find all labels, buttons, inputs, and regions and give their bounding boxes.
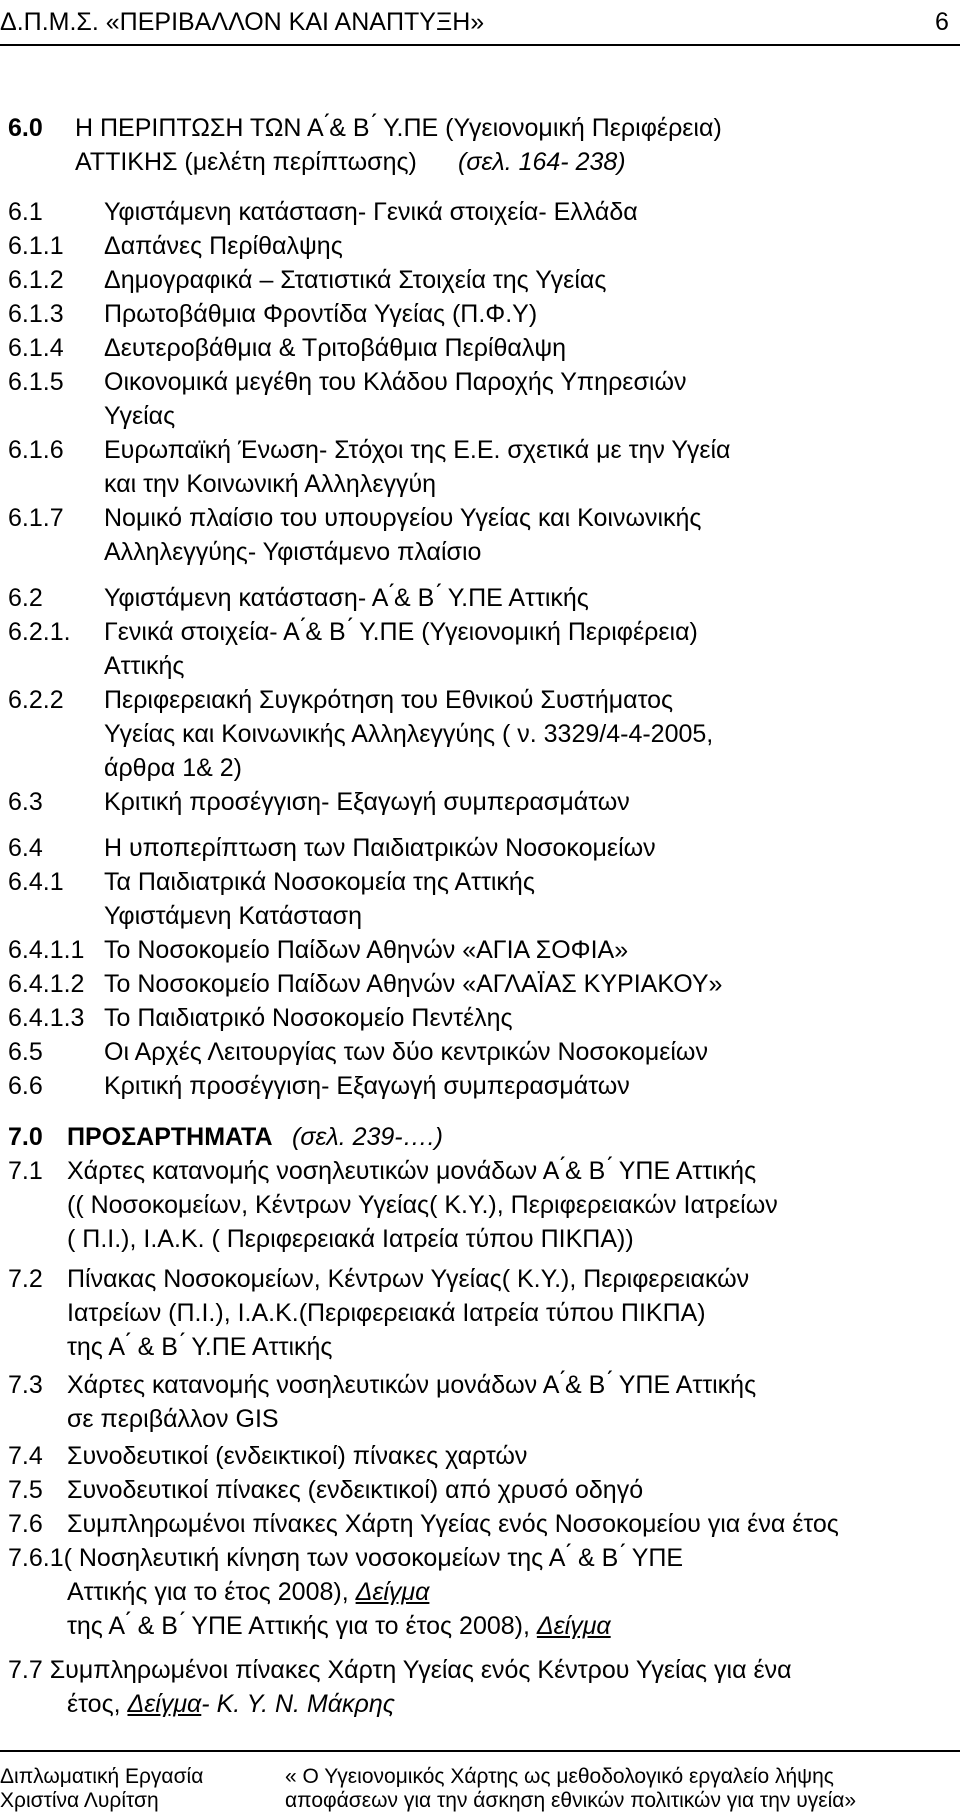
toc-item-title: Δημογραφικά – Στατιστικά Στοιχεία της Υγείας [104, 266, 607, 294]
appendix-item-title: Χάρτες κατανομής νοσηλευτικών μονάδων Α ́& Β ́ ΥΠΕ Αττικής [67, 1157, 757, 1185]
toc-item-title: Περιφερειακή Συγκρότηση του Εθνικού Συστήματος [104, 686, 674, 714]
toc-item-number: 6.1.7 [8, 504, 64, 532]
toc-item-title-cont: Υγείας και Κοινωνικής Αλληλεγγύης ( ν. 3329/4-4-2005, [104, 720, 714, 748]
header-rule [0, 44, 960, 46]
appendix-item-number: 7.6 [8, 1510, 43, 1538]
appendix-pages: (σελ. 239-….) [292, 1123, 443, 1151]
page-header [0, 8, 960, 42]
toc-item-title: Πρωτοβάθμια Φροντίδα Υγείας (Π.Φ.Υ) [104, 300, 538, 328]
appendix-item-title: Χάρτες κατανομής νοσηλευτικών μονάδων Α ́& Β ́ ΥΠΕ Αττικής [67, 1371, 757, 1399]
toc-item-title: Οι Αρχές Λειτουργίας των δύο κεντρικών Νοσοκομείων [104, 1038, 708, 1066]
toc-item-title: Η υποπερίπτωση των Παιδιατρικών Νοσοκομείων [104, 834, 656, 862]
toc-item-number: 6.2.1. [8, 618, 71, 646]
appendix-item-title-cont: σε περιβάλλον GIS [67, 1405, 279, 1433]
appendix-item-number: 7.3 [8, 1371, 43, 1399]
appendix-item-761-cont2: της Α ́ & Β ́ ΥΠΕ Αττικής για το έτος 2008), Δείγμα [67, 1612, 611, 1640]
section-pages: (σελ. 164- 238) [458, 148, 626, 176]
toc-item-title: Το Νοσοκομείο Παίδων Αθηνών «ΑΓΛΑΪΑΣ ΚΥΡΙΑΚΟΥ» [104, 970, 723, 998]
toc-item-number: 6.1.2 [8, 266, 64, 294]
toc-item-title-cont: Αττικής [104, 652, 185, 680]
appendix-item-title-cont: Ιατρείων (Π.Ι.), Ι.Α.Κ.(Περιφερειακά Ιατρεία τύπου ΠΙΚΠΑ) [67, 1299, 706, 1327]
toc-item-title: Δευτεροβάθμια & Τριτοβάθμια Περίθαλψη [104, 334, 567, 362]
footer-thesis-label: Διπλωματική Εργασία [0, 1765, 204, 1788]
toc-item-title: Γενικά στοιχεία- Α ́& Β ́ Υ.ΠΕ (Υγειονομική Περιφέρεια) [104, 618, 698, 646]
toc-item-title: Οικονομικά μεγέθη του Κλάδου Παροχής Υπηρεσιών [104, 368, 687, 396]
appendix-item-title-cont: της Α ́ & Β ́ Υ.ΠΕ Αττικής [67, 1333, 333, 1361]
toc-item-title-cont: Υγείας [104, 402, 176, 430]
toc-item-number: 6.4 [8, 834, 43, 862]
toc-item-number: 6.4.1.3 [8, 1004, 85, 1032]
appendix-item-number: 7.1 [8, 1157, 43, 1185]
appendix-item-761: 7.6.1( Νοσηλευτική κίνηση των νοσοκομείων της Α ́ & Β ́ ΥΠΕ [8, 1544, 684, 1572]
toc-item-number: 6.1.5 [8, 368, 64, 396]
toc-item-title: Κριτική προσέγγιση- Εξαγωγή συμπερασμάτων [104, 788, 630, 816]
appendix-item-title: Πίνακας Νοσοκομείων, Κέντρων Υγείας( Κ.Υ.), Περιφερειακών [67, 1265, 750, 1293]
toc-item-number: 6.2 [8, 584, 43, 612]
appendix-item-77-cont: έτος, Δείγμα- Κ. Υ. Ν. Μάκρης [67, 1690, 395, 1718]
toc-item-title: Υφιστάμενη κατάσταση- Α ́& Β ́ Υ.ΠΕ Αττικής [104, 584, 589, 612]
toc-item-number: 6.1.4 [8, 334, 64, 362]
toc-item-title-cont: και την Κοινωνική Αλληλεγγύη [104, 470, 437, 498]
toc-item-title: Το Νοσοκομείο Παίδων Αθηνών «ΑΓΙΑ ΣΟΦΙΑ» [104, 936, 629, 964]
section-number: 6.0 [8, 114, 43, 142]
appendix-item-title: Συνοδευτικοί (ενδεικτικοί) πίνακες χαρτών [67, 1442, 528, 1470]
section-title-cont: ΑΤΤΙΚΗΣ (μελέτη περίπτωσης) [75, 148, 417, 176]
appendix-item-title-cont: (( Νοσοκομείων, Κέντρων Υγείας( Κ.Υ.), Περιφερειακών Ιατρείων [67, 1191, 778, 1219]
toc-item-number: 6.6 [8, 1072, 43, 1100]
toc-item-title-cont: άρθρα 1& 2) [104, 754, 242, 782]
toc-item-number: 6.5 [8, 1038, 43, 1066]
toc-item-number: 6.1.3 [8, 300, 64, 328]
header-title: Δ.Π.Μ.Σ. «ΠΕΡΙΒΑΛΛΟΝ ΚΑΙ ΑΝΑΠΤΥΞΗ» [0, 8, 485, 36]
appendix-item-title: Συνοδευτικοί πίνακες (ενδεικτικοί) από χρυσό οδηγό [67, 1476, 644, 1504]
appendix-item-number: 7.4 [8, 1442, 43, 1470]
appendix-title: ΠΡΟΣΑΡΤΗΜΑΤΑ [67, 1123, 273, 1151]
toc-item-number: 6.4.1.2 [8, 970, 85, 998]
sample-link: Δείγμα [355, 1578, 430, 1606]
toc-item-title: Δαπάνες Περίθαλψης [104, 232, 343, 260]
appendix-item-761-cont: Αττικής για το έτος 2008), Δείγμα [67, 1578, 430, 1606]
footer-title-cont: αποφάσεων για την άσκηση εθνικών πολιτικών για την υγεία» [285, 1789, 857, 1812]
appendix-item-title: Συμπληρωμένοι πίνακες Χάρτη Υγείας ενός Νοσοκομείου για ένα έτος [67, 1510, 839, 1538]
toc-item-title-cont: Υφιστάμενη Κατάσταση [104, 902, 363, 930]
appendix-item-number: 7.2 [8, 1265, 43, 1293]
toc-item-number: 6.4.1.1 [8, 936, 85, 964]
toc-item-title: Τα Παιδιατρικά Νοσοκομεία της Αττικής [104, 868, 535, 896]
toc-item-title: Ευρωπαϊκή Ένωση- Στόχοι της Ε.Ε. σχετικά με την Υγεία [104, 436, 731, 464]
appendix-item-number: 7.5 [8, 1476, 43, 1504]
toc-item-number: 6.4.1 [8, 868, 64, 896]
footer-author: Χριστίνα Λυρίτση [0, 1789, 159, 1812]
toc-item-title: Νομικό πλαίσιο του υπουργείου Υγείας και Κοινωνικής [104, 504, 702, 532]
page-number: 6 [935, 8, 949, 36]
toc-item-title: Κριτική προσέγγιση- Εξαγωγή συμπερασμάτων [104, 1072, 630, 1100]
toc-item-title-cont: Αλληλεγγύης- Υφιστάμενο πλαίσιο [104, 538, 482, 566]
toc-item-number: 6.1.6 [8, 436, 64, 464]
toc-item-number: 6.2.2 [8, 686, 64, 714]
toc-item-title: Υφιστάμενη κατάσταση- Γενικά στοιχεία- Ελλάδα [104, 198, 638, 226]
footer-rule [0, 1750, 960, 1752]
footer-title: « Ο Υγειονομικός Χάρτης ως μεθοδολογικό εργαλείο λήψης [285, 1765, 834, 1788]
sample-link: Δείγμα [536, 1612, 611, 1640]
appendix-item-title-cont: ( Π.Ι.), Ι.Α.Κ. ( Περιφερειακά Ιατρεία τύπου ΠΙΚΠΑ)) [67, 1225, 634, 1253]
appendix-number: 7.0 [8, 1123, 43, 1151]
sample-link: Δείγμα [127, 1690, 202, 1718]
toc-item-title: Το Παιδιατρικό Νοσοκομείο Πεντέλης [104, 1004, 513, 1032]
toc-item-number: 6.1 [8, 198, 43, 226]
appendix-item-77: 7.7 Συμπληρωμένοι πίνακες Χάρτη Υγείας ενός Κέντρου Υγείας για ένα [8, 1656, 792, 1684]
toc-item-number: 6.3 [8, 788, 43, 816]
section-title: Η ΠΕΡΙΠΤΩΣΗ ΤΩΝ Α ́& Β ́ Υ.ΠΕ (Υγειονομική Περιφέρεια) [75, 114, 722, 142]
toc-item-number: 6.1.1 [8, 232, 64, 260]
